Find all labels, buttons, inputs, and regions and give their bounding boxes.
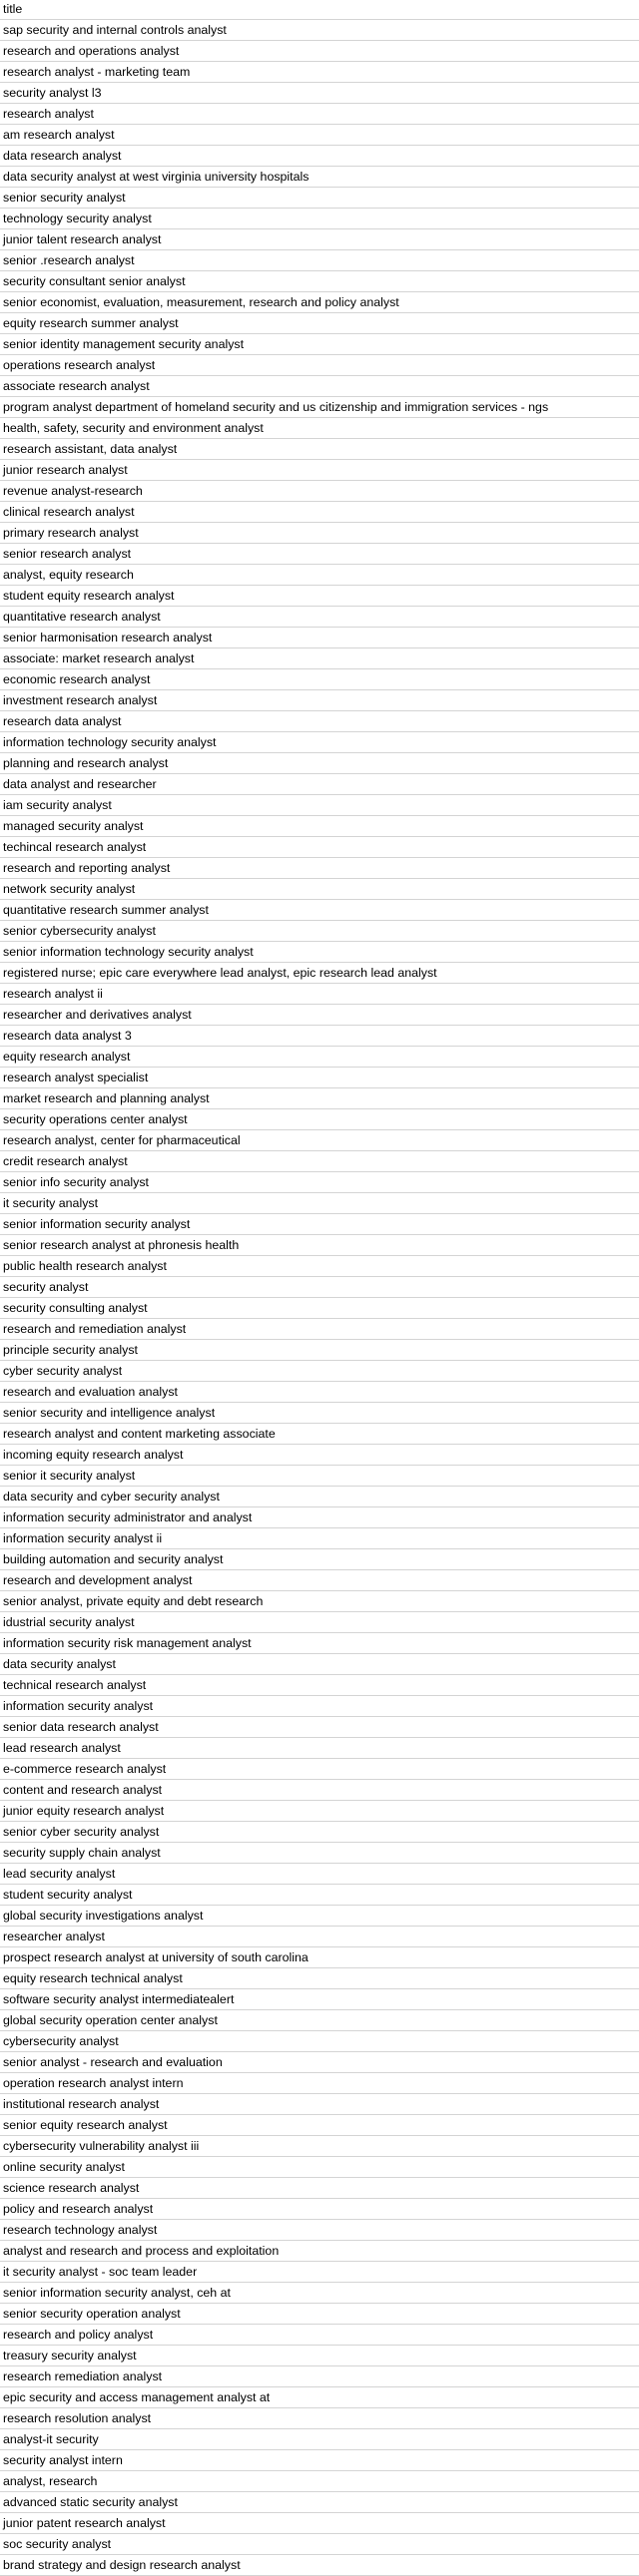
title-cell[interactable]: security consultant senior analyst: [0, 271, 639, 292]
table-row: [0, 984, 639, 1005]
table-row: [0, 1172, 639, 1193]
table-row: [0, 2387, 639, 2408]
title-cell[interactable]: data analyst and researcher: [0, 774, 639, 795]
table-row: [0, 20, 639, 41]
title-cell[interactable]: global security investigations analyst: [0, 1906, 639, 1927]
title-cell[interactable]: registered nurse; epic care everywhere lead analyst, epic research lead analyst: [0, 963, 639, 984]
title-cell[interactable]: senior economist, evaluation, measurement, research and policy analyst: [0, 292, 639, 313]
table-row: [0, 648, 639, 669]
table-row: [0, 1633, 639, 1654]
table-row: [0, 397, 639, 418]
table-row: [0, 816, 639, 837]
table-row: [0, 1424, 639, 1445]
table-row: [0, 1340, 639, 1361]
title-cell[interactable]: research and evaluation analyst: [0, 1382, 639, 1403]
table-row: [0, 2241, 639, 2262]
title-cell[interactable]: data research analyst: [0, 146, 639, 167]
table-row: [0, 1591, 639, 1612]
title-cell[interactable]: research analyst specialist: [0, 1068, 639, 1088]
table-row: [0, 921, 639, 942]
table-row: [0, 2429, 639, 2450]
title-cell[interactable]: senior research analyst: [0, 544, 639, 565]
title-cell[interactable]: health, safety, security and environment analyst: [0, 418, 639, 439]
table-row: [0, 711, 639, 732]
title-cell[interactable]: data security analyst at west virginia university hospitals: [0, 167, 639, 188]
table-row: [0, 104, 639, 125]
title-cell[interactable]: content and research analyst: [0, 1780, 639, 1801]
title-cell[interactable]: clinical research analyst: [0, 502, 639, 523]
table-row: [0, 753, 639, 774]
title-cell[interactable]: idustrial security analyst: [0, 1612, 639, 1633]
table-row: [0, 1193, 639, 1214]
table-row: [0, 858, 639, 879]
title-cell[interactable]: research analyst, center for pharmaceutical: [0, 1130, 639, 1151]
title-cell[interactable]: sap security and internal controls analyst: [0, 20, 639, 41]
table-row: [0, 2408, 639, 2429]
title-cell[interactable]: policy and research analyst: [0, 2199, 639, 2220]
title-cell[interactable]: equity research technical analyst: [0, 1968, 639, 1989]
table-row: [0, 2262, 639, 2283]
title-cell[interactable]: analyst, research: [0, 2471, 639, 2492]
title-cell[interactable]: senior cyber security analyst: [0, 1822, 639, 1843]
table-row: [0, 1738, 639, 1759]
table-row: [0, 1256, 639, 1277]
title-cell[interactable]: senior research analyst at phronesis health: [0, 1235, 639, 1256]
table-row: [0, 2346, 639, 2366]
table-row: [0, 732, 639, 753]
table-row: [0, 1466, 639, 1487]
title-cell[interactable]: security analyst intern: [0, 2450, 639, 2471]
table-row: [0, 1026, 639, 1047]
title-cell[interactable]: investment research analyst: [0, 690, 639, 711]
table-row: [0, 628, 639, 648]
table-row: [0, 83, 639, 104]
table-row: [0, 418, 639, 439]
title-cell[interactable]: information security administrator and analyst: [0, 1507, 639, 1528]
title-cell[interactable]: senior .research analyst: [0, 250, 639, 271]
table-row: [0, 1822, 639, 1843]
title-cell[interactable]: senior identity management security analyst: [0, 334, 639, 355]
table-row: [0, 1130, 639, 1151]
table-row: [0, 146, 639, 167]
table-row: [0, 62, 639, 83]
title-cell[interactable]: security consulting analyst: [0, 1298, 639, 1319]
table-row: [0, 1382, 639, 1403]
title-cell[interactable]: senior analyst - research and evaluation: [0, 2052, 639, 2073]
title-cell[interactable]: senior equity research analyst: [0, 2115, 639, 2136]
table-row: [0, 1927, 639, 1947]
table-row: [0, 2178, 639, 2199]
title-cell[interactable]: managed security analyst: [0, 816, 639, 837]
table-row: [0, 2304, 639, 2325]
title-cell[interactable]: student security analyst: [0, 1885, 639, 1906]
title-cell[interactable]: researcher and derivatives analyst: [0, 1005, 639, 1026]
table-row: [0, 1088, 639, 1109]
title-cell[interactable]: public health research analyst: [0, 1256, 639, 1277]
title-cell[interactable]: senior it security analyst: [0, 1466, 639, 1487]
table-row: [0, 2199, 639, 2220]
title-cell[interactable]: information security analyst: [0, 1696, 639, 1717]
table-row: [0, 188, 639, 209]
title-cell[interactable]: principle security analyst: [0, 1340, 639, 1361]
table-row: [0, 2534, 639, 2555]
title-cell[interactable]: information technology security analyst: [0, 732, 639, 753]
table-row: [0, 41, 639, 62]
title-cell[interactable]: researcher analyst: [0, 1927, 639, 1947]
title-cell[interactable]: junior equity research analyst: [0, 1801, 639, 1822]
title-cell[interactable]: data security and cyber security analyst: [0, 1487, 639, 1507]
title-cell[interactable]: research and operations analyst: [0, 41, 639, 62]
table-row: [0, 690, 639, 711]
table-row: [0, 1612, 639, 1633]
table-row: [0, 1801, 639, 1822]
table-row: [0, 1109, 639, 1130]
table-row: [0, 125, 639, 146]
table-row: [0, 2136, 639, 2157]
title-cell[interactable]: research analyst - marketing team: [0, 62, 639, 83]
table-row: [0, 2115, 639, 2136]
table-row: [0, 2052, 639, 2073]
title-cell[interactable]: cybersecurity vulnerability analyst iii: [0, 2136, 639, 2157]
title-cell[interactable]: information security risk management analyst: [0, 1633, 639, 1654]
table-row: [0, 1235, 639, 1256]
table-row: [0, 586, 639, 607]
table-row: [0, 963, 639, 984]
title-cell[interactable]: security supply chain analyst: [0, 1843, 639, 1864]
table-row: [0, 1675, 639, 1696]
title-cell[interactable]: research analyst: [0, 104, 639, 125]
table-row: [0, 565, 639, 586]
title-cell[interactable]: equity research analyst: [0, 1047, 639, 1068]
table-row: [0, 1507, 639, 1528]
table-row: [0, 774, 639, 795]
table-row: [0, 1047, 639, 1068]
title-cell[interactable]: building automation and security analyst: [0, 1549, 639, 1570]
table-row: [0, 1298, 639, 1319]
table-row: [0, 1864, 639, 1885]
title-cell[interactable]: market research and planning analyst: [0, 1088, 639, 1109]
table-row: [0, 2513, 639, 2534]
table-row: [0, 1570, 639, 1591]
title-cell[interactable]: incoming equity research analyst: [0, 1445, 639, 1466]
table-row: [0, 1361, 639, 1382]
table-row: [0, 502, 639, 523]
table-row: [0, 376, 639, 397]
title-cell[interactable]: technical research analyst: [0, 1675, 639, 1696]
table-row: [0, 1759, 639, 1780]
table-row: [0, 1947, 639, 1968]
title-cell[interactable]: science research analyst: [0, 2178, 639, 2199]
table-row: [0, 1717, 639, 1738]
title-cell[interactable]: treasury security analyst: [0, 2346, 639, 2366]
title-cell[interactable]: security operations center analyst: [0, 1109, 639, 1130]
table-row: [0, 837, 639, 858]
table-row: [0, 544, 639, 565]
table-row: [0, 2492, 639, 2513]
table-row: [0, 900, 639, 921]
title-cell[interactable]: junior talent research analyst: [0, 229, 639, 250]
table-row: [0, 607, 639, 628]
title-cell[interactable]: junior research analyst: [0, 460, 639, 481]
table-row: [0, 2031, 639, 2052]
table-row: [0, 209, 639, 229]
table-row: [0, 1487, 639, 1507]
table-row: [0, 2471, 639, 2492]
table-row: [0, 2283, 639, 2304]
title-cell[interactable]: associate: market research analyst: [0, 648, 639, 669]
title-cell[interactable]: it security analyst - soc team leader: [0, 2262, 639, 2283]
title-cell[interactable]: research resolution analyst: [0, 2408, 639, 2429]
table-row: [0, 523, 639, 544]
table-row: [0, 1780, 639, 1801]
table-row: [0, 2073, 639, 2094]
title-cell[interactable]: software security analyst intermediatealert: [0, 1989, 639, 2010]
table-row: [0, 439, 639, 460]
title-cell[interactable]: analyst-it security: [0, 2429, 639, 2450]
title-cell[interactable]: junior patent research analyst: [0, 2513, 639, 2534]
table-row: [0, 1214, 639, 1235]
title-cell[interactable]: analyst and research and process and exploitation: [0, 2241, 639, 2262]
title-cell[interactable]: global security operation center analyst: [0, 2010, 639, 2031]
title-cell[interactable]: research and policy analyst: [0, 2325, 639, 2346]
title-cell[interactable]: online security analyst: [0, 2157, 639, 2178]
table-row: [0, 1277, 639, 1298]
table-row: [0, 1403, 639, 1424]
table-row: [0, 1696, 639, 1717]
table-row: [0, 2157, 639, 2178]
title-cell[interactable]: techincal research analyst: [0, 837, 639, 858]
title-cell[interactable]: information security analyst ii: [0, 1528, 639, 1549]
table-row: [0, 481, 639, 502]
title-cell[interactable]: lead security analyst: [0, 1864, 639, 1885]
title-cell[interactable]: analyst, equity research: [0, 565, 639, 586]
table-row: [0, 2555, 639, 2576]
table-row: [0, 1319, 639, 1340]
title-cell[interactable]: data security analyst: [0, 1654, 639, 1675]
title-cell[interactable]: program analyst department of homeland security and us citizenship and immigration services - ngs: [0, 397, 639, 418]
table-row: [0, 167, 639, 188]
title-cell[interactable]: iam security analyst: [0, 795, 639, 816]
table-row: [0, 1989, 639, 2010]
title-cell[interactable]: lead research analyst: [0, 1738, 639, 1759]
title-cell[interactable]: senior security operation analyst: [0, 2304, 639, 2325]
title-cell[interactable]: institutional research analyst: [0, 2094, 639, 2115]
title-cell[interactable]: security analyst: [0, 1277, 639, 1298]
table-row: [0, 1885, 639, 1906]
title-cell[interactable]: research analyst ii: [0, 984, 639, 1005]
title-cell[interactable]: credit research analyst: [0, 1151, 639, 1172]
table-row: [0, 313, 639, 334]
title-cell[interactable]: research remediation analyst: [0, 2366, 639, 2387]
title-cell[interactable]: senior analyst, private equity and debt research: [0, 1591, 639, 1612]
title-cell[interactable]: research and development analyst: [0, 1570, 639, 1591]
title-cell[interactable]: senior security and intelligence analyst: [0, 1403, 639, 1424]
title-cell[interactable]: research and remediation analyst: [0, 1319, 639, 1340]
title-cell[interactable]: equity research summer analyst: [0, 313, 639, 334]
table-row: [0, 1549, 639, 1570]
title-cell[interactable]: senior harmonisation research analyst: [0, 628, 639, 648]
title-cell[interactable]: senior info security analyst: [0, 1172, 639, 1193]
header-cell-title[interactable]: title: [0, 0, 639, 20]
title-cell[interactable]: senior information security analyst, ceh at: [0, 2283, 639, 2304]
table-row: [0, 1445, 639, 1466]
title-cell[interactable]: senior cybersecurity analyst: [0, 921, 639, 942]
title-cell[interactable]: primary research analyst: [0, 523, 639, 544]
table-row: [0, 2450, 639, 2471]
title-cell[interactable]: research technology analyst: [0, 2220, 639, 2241]
title-cell[interactable]: am research analyst: [0, 125, 639, 146]
title-cell[interactable]: student equity research analyst: [0, 586, 639, 607]
table-row: [0, 1005, 639, 1026]
title-cell[interactable]: research data analyst 3: [0, 1026, 639, 1047]
table-row: [0, 1906, 639, 1927]
title-cell[interactable]: senior data research analyst: [0, 1717, 639, 1738]
title-cell[interactable]: quantitative research summer analyst: [0, 900, 639, 921]
table-row: [0, 460, 639, 481]
title-cell[interactable]: network security analyst: [0, 879, 639, 900]
table-row: [0, 2094, 639, 2115]
title-cell[interactable]: research and reporting analyst: [0, 858, 639, 879]
table-row: [0, 795, 639, 816]
title-cell[interactable]: operations research analyst: [0, 355, 639, 376]
table-row: [0, 1528, 639, 1549]
table-row: [0, 942, 639, 963]
title-cell[interactable]: revenue analyst-research: [0, 481, 639, 502]
table-row: [0, 2366, 639, 2387]
table-row: [0, 1968, 639, 1989]
table-row: [0, 2010, 639, 2031]
table-row: [0, 1068, 639, 1088]
header-row: [0, 0, 639, 20]
table-row: [0, 2325, 639, 2346]
title-cell[interactable]: senior information technology security analyst: [0, 942, 639, 963]
title-cell[interactable]: economic research analyst: [0, 669, 639, 690]
title-cell[interactable]: cyber security analyst: [0, 1361, 639, 1382]
title-cell[interactable]: prospect research analyst at university of south carolina: [0, 1947, 639, 1968]
title-cell[interactable]: planning and research analyst: [0, 753, 639, 774]
title-cell[interactable]: research assistant, data analyst: [0, 439, 639, 460]
title-cell[interactable]: e-commerce research analyst: [0, 1759, 639, 1780]
title-cell[interactable]: quantitative research analyst: [0, 607, 639, 628]
table-row: [0, 355, 639, 376]
title-cell[interactable]: security analyst l3: [0, 83, 639, 104]
table-row: [0, 669, 639, 690]
title-cell[interactable]: brand strategy and design research analyst: [0, 2555, 639, 2576]
title-cell[interactable]: soc security analyst: [0, 2534, 639, 2555]
table-row: [0, 1654, 639, 1675]
title-cell[interactable]: epic security and access management analyst at: [0, 2387, 639, 2408]
title-cell[interactable]: cybersecurity analyst: [0, 2031, 639, 2052]
title-cell[interactable]: senior information security analyst: [0, 1214, 639, 1235]
title-cell[interactable]: operation research analyst intern: [0, 2073, 639, 2094]
table-row: [0, 250, 639, 271]
table-row: [0, 879, 639, 900]
title-cell[interactable]: senior security analyst: [0, 188, 639, 209]
title-cell[interactable]: technology security analyst: [0, 209, 639, 229]
table-row: [0, 271, 639, 292]
table-row: [0, 2220, 639, 2241]
title-cell[interactable]: it security analyst: [0, 1193, 639, 1214]
table-row: [0, 292, 639, 313]
table-row: [0, 1151, 639, 1172]
table-row: [0, 229, 639, 250]
table-row: [0, 1843, 639, 1864]
title-cell[interactable]: advanced static security analyst: [0, 2492, 639, 2513]
title-cell[interactable]: associate research analyst: [0, 376, 639, 397]
table-row: [0, 334, 639, 355]
title-cell[interactable]: research analyst and content marketing associate: [0, 1424, 639, 1445]
title-cell[interactable]: research data analyst: [0, 711, 639, 732]
